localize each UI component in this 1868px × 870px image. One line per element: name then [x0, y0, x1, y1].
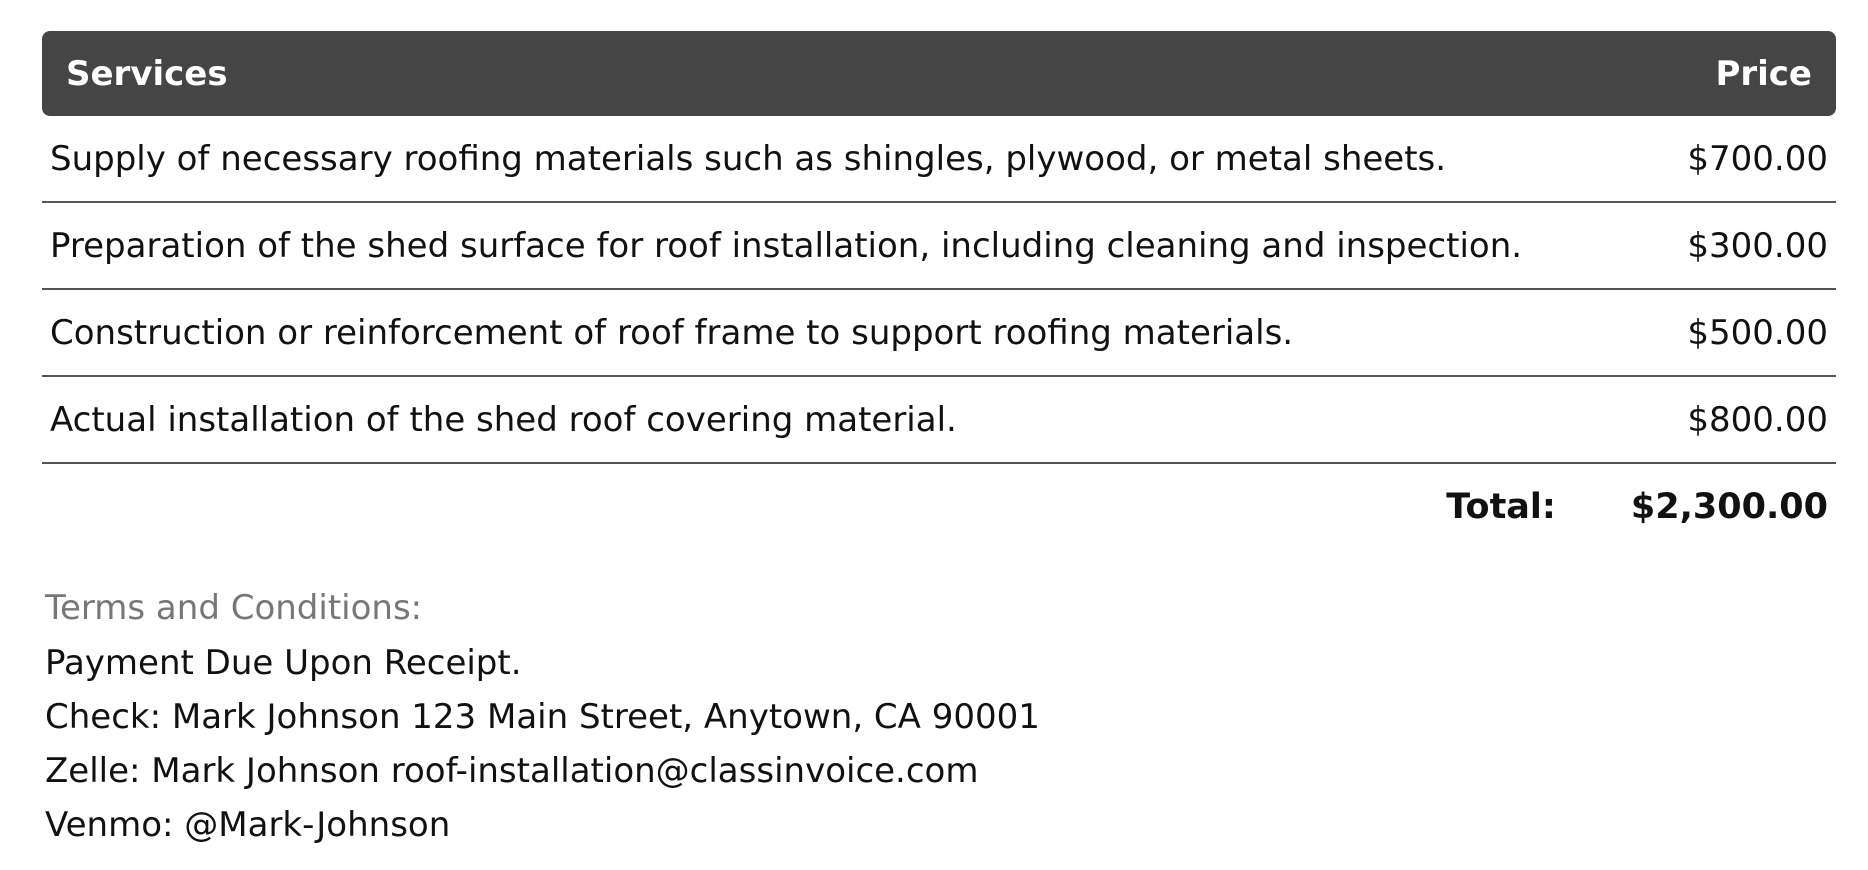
service-description: Supply of necessary roofing materials such as shingles, plywood, or metal sheets. [50, 138, 1447, 179]
table-row [42, 116, 1836, 203]
total-value: $2,300.00 [1630, 486, 1828, 527]
total-label: Total: [1446, 486, 1556, 527]
services-table [42, 31, 1836, 549]
services-column-header: Services [66, 53, 228, 94]
service-price: $700.00 [1687, 138, 1828, 179]
table-row [42, 290, 1836, 377]
service-description: Construction or reinforcement of roof frame to support roofing materials. [50, 312, 1294, 353]
table-header [42, 31, 1836, 116]
total-row [42, 464, 1836, 549]
service-price: $300.00 [1687, 225, 1828, 266]
service-description: Actual installation of the shed roof covering material. [50, 399, 957, 440]
price-column-header: Price [1715, 53, 1812, 94]
terms-line-check: Check: Mark Johnson 123 Main Street, Anytown, CA 90001 [45, 697, 1040, 737]
terms-line-venmo: Venmo: @Mark-Johnson [45, 805, 451, 845]
service-description: Preparation of the shed surface for roof installation, including cleaning and inspection. [50, 225, 1523, 266]
service-price: $500.00 [1687, 312, 1828, 353]
terms-line-zelle: Zelle: Mark Johnson roof-installation@classinvoice.com [45, 751, 979, 791]
service-price: $800.00 [1687, 399, 1828, 440]
terms-section [45, 580, 1040, 852]
table-row [42, 203, 1836, 290]
terms-heading: Terms and Conditions: [45, 588, 423, 628]
table-row [42, 377, 1836, 464]
terms-line-payment: Payment Due Upon Receipt. [45, 643, 522, 683]
